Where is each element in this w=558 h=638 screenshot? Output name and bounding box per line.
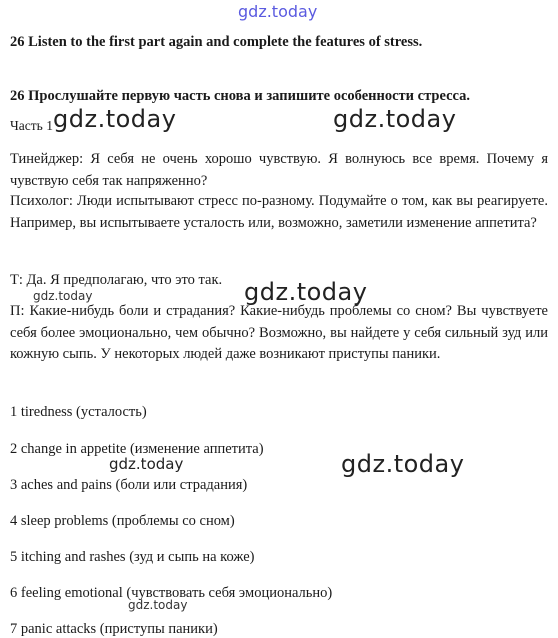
- heading-russian: 26 Прослушайте первую часть снова и запишите особенности стресса.: [10, 88, 470, 104]
- watermark-top: gdz.today: [238, 2, 318, 21]
- watermark-4: gdz.today: [244, 278, 368, 306]
- list-item: 5 itching and rashes (зуд и сыпь на коже): [10, 549, 255, 565]
- watermark-2: gdz.today: [333, 105, 457, 133]
- watermark-3: gdz.today: [33, 289, 93, 303]
- list-item: 2 change in appetite (изменение аппетита): [10, 441, 264, 457]
- list-item: 1 tiredness (усталость): [10, 404, 147, 420]
- paragraph-psychologist-reply: П: Какие-нибудь боли и страдания? Какие-нибудь проблемы со сном? Вы чувствуете себя более эмоционально, чем обычно? Возможно, вы найдете у себя сильный зуд или кожную сыпь. У некоторых людей даже возникают приступы паники.: [10, 303, 548, 362]
- paragraph-psychologist: Психолог: Люди испытывают стресс по-разному. Подумайте о том, как вы реагируете. Например, вы испытываете усталость или, возможно, заметили изменение аппетита?: [10, 193, 548, 231]
- paragraph-teen-reply: Т: Да. Я предполагаю, что это так.: [10, 272, 223, 288]
- list-item: 6 feeling emotional (чувствовать себя эмоционально): [10, 585, 333, 601]
- part-label: Часть 1: [10, 118, 53, 133]
- watermark-6: gdz.today: [341, 450, 465, 478]
- watermark-5: gdz.today: [109, 455, 184, 473]
- heading-english: 26 Listen to the first part again and complete the features of stress.: [10, 34, 423, 50]
- list-item: 7 panic attacks (приступы паники): [10, 621, 218, 637]
- watermark-1: gdz.today: [53, 105, 177, 133]
- list-item: 4 sleep problems (проблемы со сном): [10, 513, 235, 529]
- paragraph-teenager: Тинейджер: Я себя не очень хорошо чувствую. Я волнуюсь все время. Почему я чувствую себя так напряженно?: [10, 151, 548, 189]
- watermark-7: gdz.today: [128, 598, 188, 612]
- list-item: 3 aches and pains (боли или страдания): [10, 477, 248, 493]
